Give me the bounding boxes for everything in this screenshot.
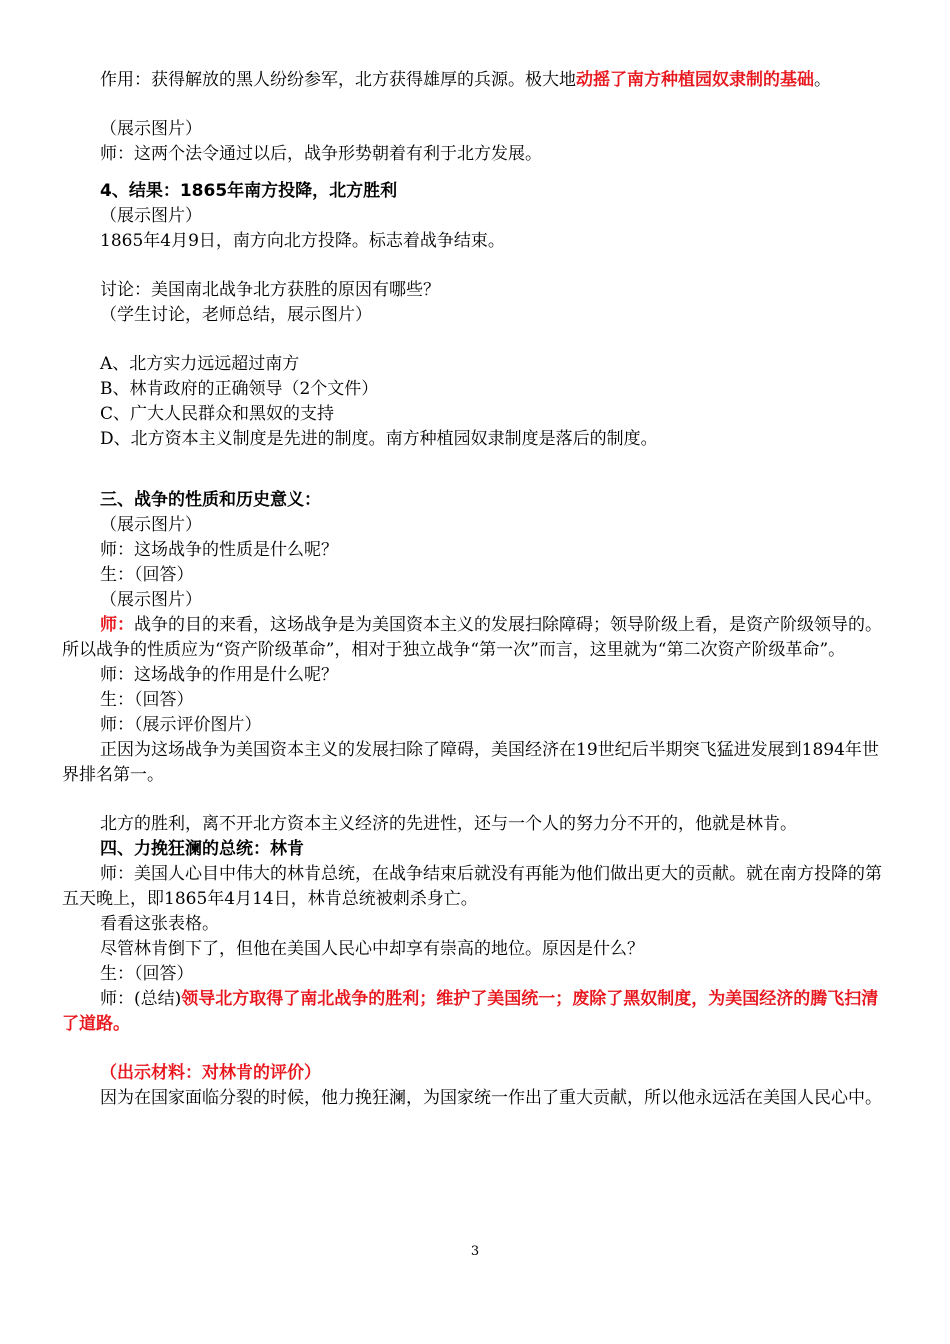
teacher-line: 看看这张表格。 [100,914,219,934]
stage-note: （展示图片） [100,590,202,610]
list-item-d: D、北方资本主义制度是先进的制度。南方种植园奴隶制度是落后的制度。 [100,429,658,449]
student-line: 生：（回答） [100,565,194,585]
paragraph-assassination: 师：美国人心目中伟大的林肯总统，在战争结束后就没有再能为他们做出更大的贡献。就在南方投降的第五天晚上，即1865年4月14日，林肯总统被刺杀身亡。 [62,864,882,909]
teacher-line: 师：这场战争的性质是什么呢？ [100,540,338,560]
page-number: 3 [470,1244,480,1259]
student-line: 生：（回答） [100,690,194,710]
highlighted-text: 师： [100,615,134,635]
list-item-a: A、北方实力远远超过南方 [100,354,300,374]
section-heading-nature: 三、战争的性质和历史意义： [100,490,321,510]
paragraph-summary [62,987,892,1037]
student-line: 生：（回答） [100,964,194,984]
paragraph-legacy: 因为在国家面临分裂的时候，他力挽狂澜，为国家统一作出了重大贡献，所以他永远活在美国人民心中。 [100,1088,882,1108]
paragraph-text: 。 [814,70,831,90]
teacher-line: 师：（展示评价图片） [100,715,262,735]
teacher-line: 师：这两个法令通过以后，战争形势朝着有利于北方发展。 [100,144,542,164]
section-heading-result: 4、结果：1865年南方投降，北方胜利 [100,181,398,201]
section-heading-lincoln: 四、力挽狂澜的总统：林肯 [100,839,304,859]
teacher-line: 师：这场战争的作用是什么呢？ [100,665,338,685]
highlighted-text: 领导北方取得了南北战争的胜利；维护了美国统一；废除了黑奴制度，为美国经济的腾飞扫清了道路。 [62,989,879,1034]
paragraph-economy: 正因为这场战争为美国资本主义的发展扫除了障碍，美国经济在19世纪后半期突飞猛进发展到1894年世界排名第一。 [62,740,879,785]
paragraph-text: 师：(总结) [100,989,182,1009]
paragraph-text: 战争的目的来看，这场战争是为美国资本主义的发展扫除障碍；领导阶级上看，是资产阶级领导的。所以战争的性质应为“资产阶级革命”，相对于独立战争“第一次”而言，这里就为“第二次资产阶级革命”。 [62,615,882,660]
teacher-line: 尽管林肯倒下了，但他在美国人民心中却享有崇高的地位。原因是什么？ [100,939,644,959]
paragraph-surrender: 1865年4月9日，南方向北方投降。标志着战争结束。 [100,231,505,251]
list-item-b: B、林肯政府的正确领导（2个文件） [100,379,379,399]
stage-note: （展示图片） [100,515,202,535]
paragraph-effect [62,68,892,93]
discussion-question: 讨论：美国南北战争北方获胜的原因有哪些？ [100,280,440,300]
paragraph-transition: 北方的胜利，离不开北方资本主义经济的先进性，还与一个人的努力分不开的，他就是林肯。 [100,814,797,834]
stage-note: （展示图片） [100,206,202,226]
highlighted-text: 动摇了南方种植园奴隶制的基础 [576,70,814,90]
stage-note: （展示图片） [100,119,202,139]
paragraph-nature-explanation [62,613,892,663]
list-item-c: C、广大人民群众和黑奴的支持 [100,404,335,424]
document-body [62,68,892,1111]
paragraph-text: 作用：获得解放的黑人纷纷参军，北方获得雄厚的兵源。极大地 [100,70,576,90]
stage-note: （学生讨论，老师总结，展示图片） [100,305,372,325]
material-note: （出示材料：对林肯的评价） [100,1063,321,1083]
